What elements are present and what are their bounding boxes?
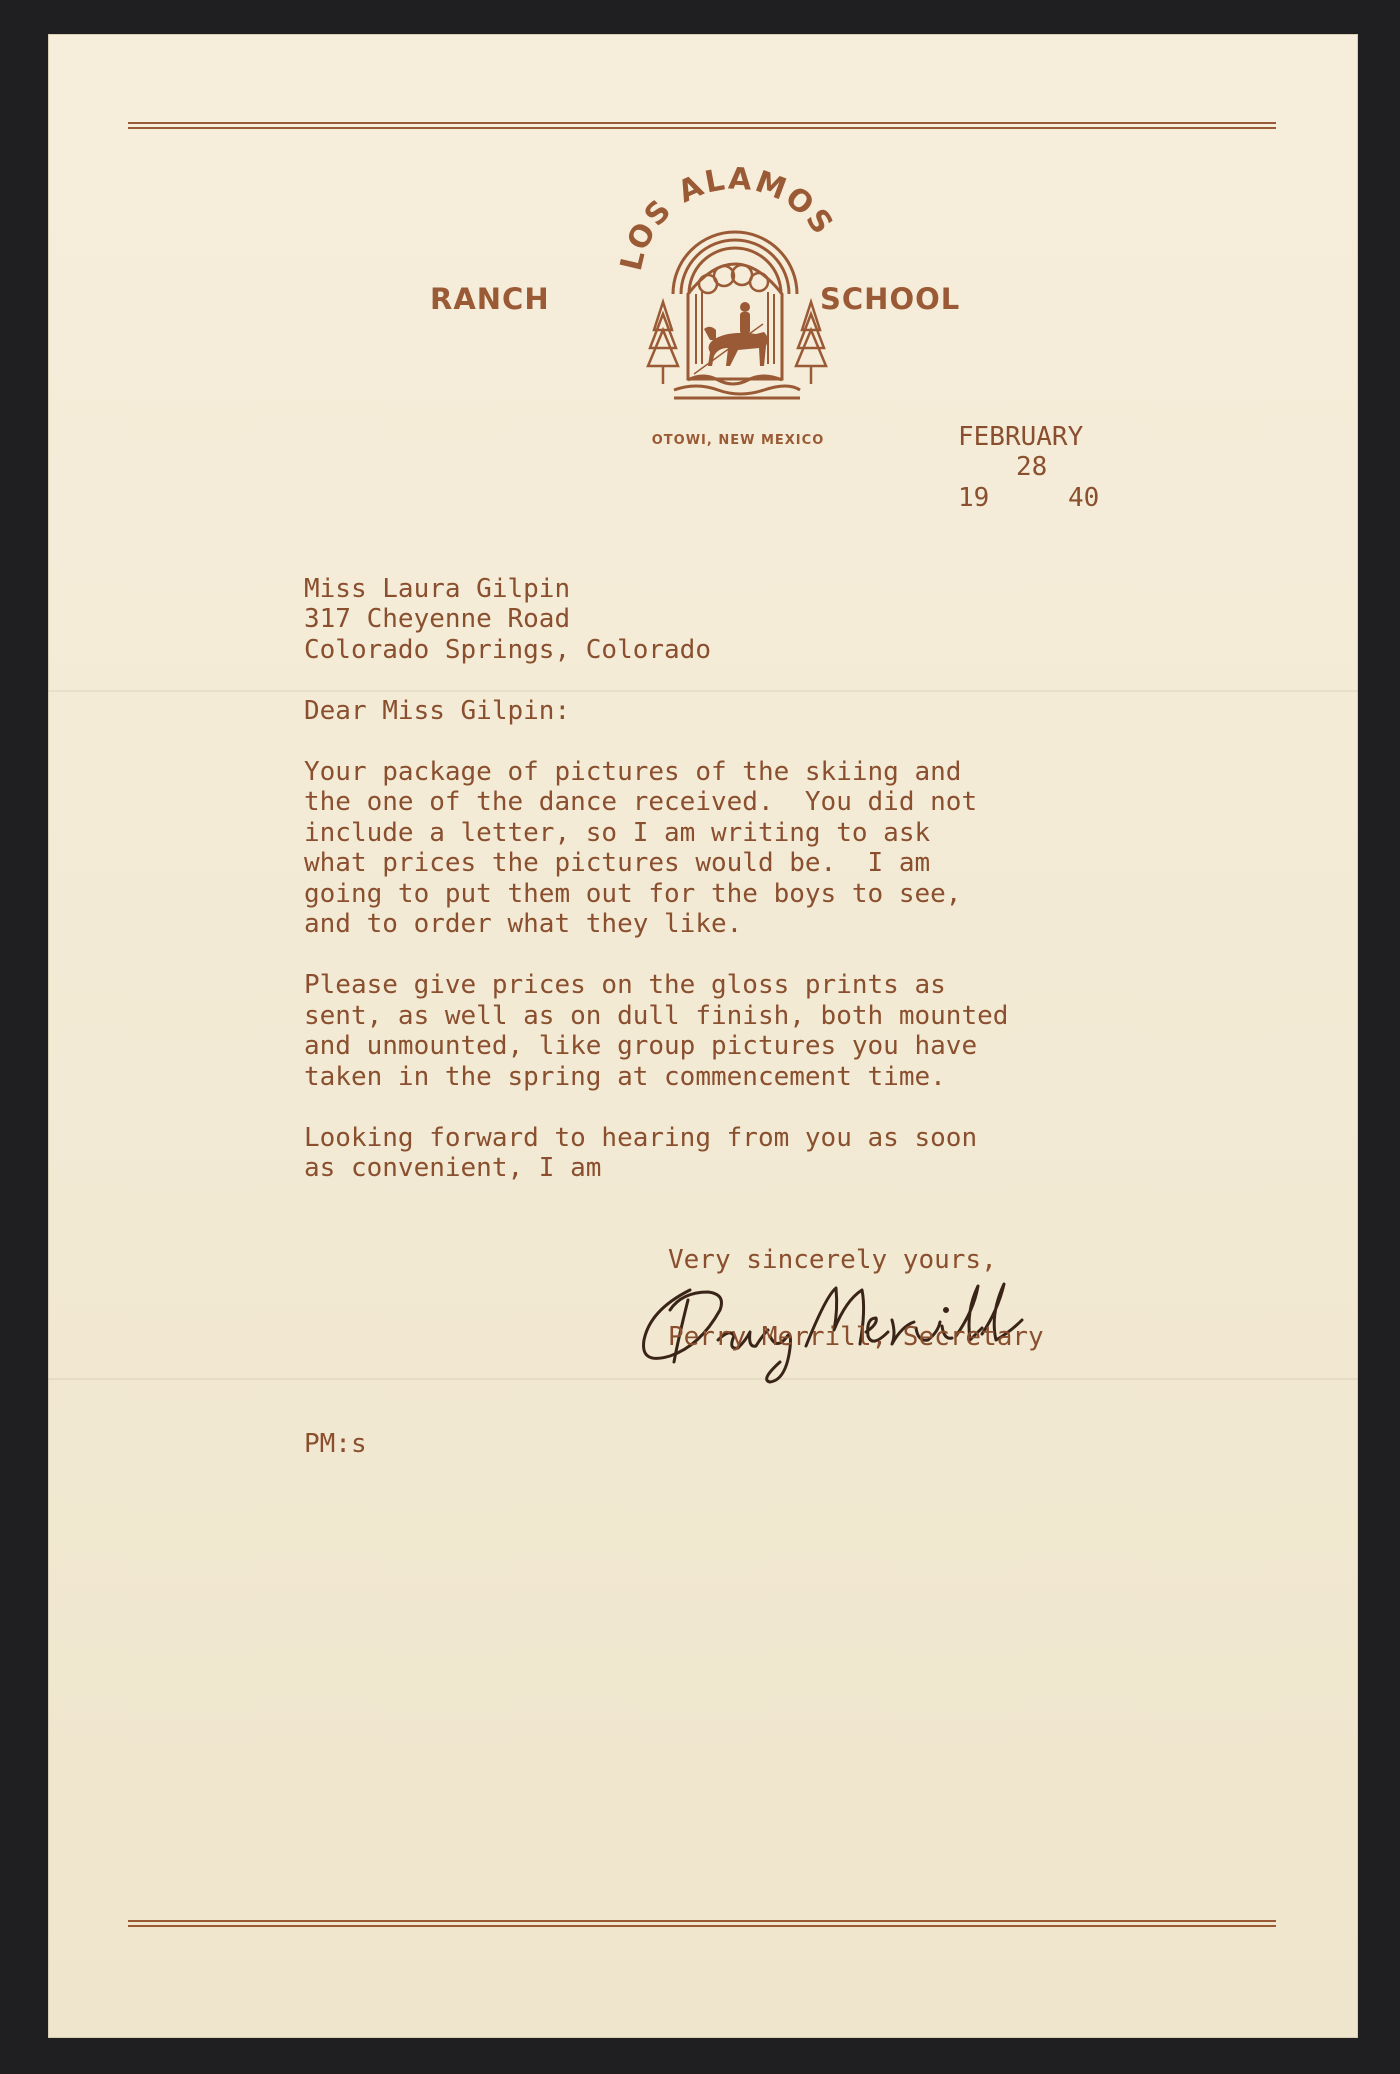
date-year-prefix: 19	[958, 483, 990, 513]
reference-initials: PM:s	[304, 1429, 367, 1459]
salutation: Dear Miss Gilpin:	[304, 696, 571, 726]
bottom-rule	[128, 1920, 1276, 1928]
body-line: and to order what they like.	[304, 909, 743, 939]
letterhead-right-word: SCHOOL	[820, 282, 961, 316]
body-line: the one of the dance received. You did not	[304, 787, 978, 817]
top-rule	[128, 122, 1276, 130]
body-line: Please give prices on the gloss prints as	[304, 970, 946, 1000]
recipient-city: Colorado Springs, Colorado	[304, 635, 711, 665]
date-year-suffix: 40	[1068, 483, 1100, 513]
letter-page	[48, 34, 1358, 2038]
location-text: OTOWI, NEW MEXICO	[651, 433, 825, 448]
recipient-street: 317 Cheyenne Road	[304, 604, 571, 634]
signer-name-title: Perry Merrill, Secretary	[668, 1322, 1044, 1352]
body-line: what prices the pictures would be. I am	[304, 848, 931, 878]
body-line: and unmounted, like group pictures you have	[304, 1031, 978, 1061]
closing: Very sincerely yours,	[668, 1245, 997, 1275]
arc-text: LOS ALAMOS	[613, 161, 841, 274]
date-day: 28	[1016, 452, 1048, 482]
body-line: Looking forward to hearing from you as soon	[304, 1123, 978, 1153]
body-line: sent, as well as on dull finish, both mounted	[304, 1001, 1009, 1031]
body-line: taken in the spring at commencement time.	[304, 1062, 946, 1092]
letterhead-left-word: RANCH	[430, 282, 550, 316]
date-month: FEBRUARY	[958, 422, 1084, 452]
recipient-name: Miss Laura Gilpin	[304, 574, 571, 604]
fold-line	[48, 690, 1358, 692]
body-line: include a letter, so I am writing to ask	[304, 818, 931, 848]
body-line: Your package of pictures of the skiing and	[304, 757, 962, 787]
body-line: as convenient, I am	[304, 1153, 602, 1183]
body-line: going to put them out for the boys to see,	[304, 879, 962, 909]
